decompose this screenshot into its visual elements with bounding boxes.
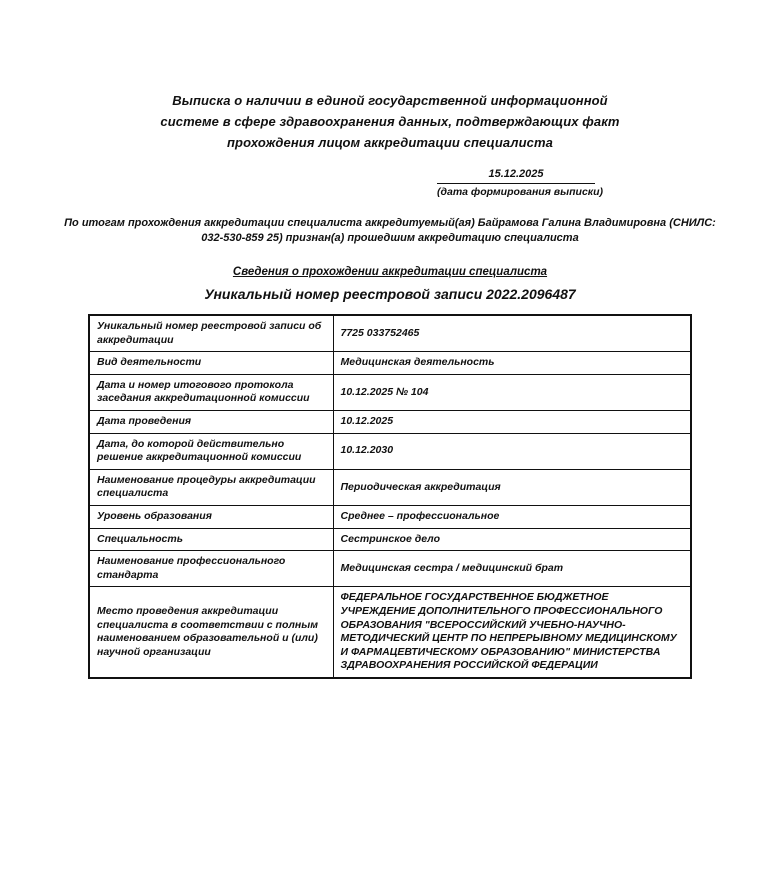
generation-date: 15.12.2025 — [437, 168, 595, 184]
row-label-cell: Наименование профессионального стандарта — [89, 551, 333, 587]
accreditation-summary-paragraph: По итогам прохождения аккредитации специалиста аккредитуемый(ая) Байрамова Галина Владимировна (СНИЛС: 032-530-859 25) признан(а) прошедшим аккредитацию специалиста — [64, 217, 716, 244]
table-row — [89, 528, 691, 551]
row-value-cell: ФЕДЕРАЛЬНОЕ ГОСУДАРСТВЕННОЕ БЮДЖЕТНОЕ УЧРЕЖДЕНИЕ ДОПОЛНИТЕЛЬНОГО ПРОФЕССИОНАЛЬНОГО ОБРАЗОВАНИЯ "ВСЕРОССИЙСКИЙ УЧЕБНО-НАУЧНО-МЕТОДИЧЕСКИЙ ЦЕНТР ПО НЕПРЕРЫВНОМУ МЕДИЦИНСКОМУ И ФАРМАЦЕВТИЧЕСКОМУ ОБРАЗОВАНИЮ" МИНИСТЕРСТВА ЗДРАВООХРАНЕНИЯ РОССИЙСКОЙ ФЕДЕРАЦИИ — [333, 587, 691, 678]
accreditation-table-body — [89, 315, 691, 678]
row-value-cell: 10.12.2025 № 104 — [333, 374, 691, 410]
table-row — [89, 505, 691, 528]
row-label-cell: Уровень образования — [89, 505, 333, 528]
generation-date-caption: (дата формирования выписки) — [437, 186, 604, 198]
table-row — [89, 433, 691, 469]
document-title — [0, 90, 780, 153]
row-label-cell: Специальность — [89, 528, 333, 551]
row-value-cell: 7725 033752465 — [333, 315, 691, 352]
row-value-cell: Среднее – профессиональное — [333, 505, 691, 528]
table-row — [89, 352, 691, 375]
row-label-cell: Дата, до которой действительно решение аккредитационной комиссии — [89, 433, 333, 469]
accreditation-details-table — [88, 314, 692, 679]
row-value-cell: 10.12.2030 — [333, 433, 691, 469]
table-row — [89, 551, 691, 587]
table-row — [89, 587, 691, 678]
document-title-line-3: прохождения лицом аккредитации специалиста — [227, 135, 553, 150]
table-row — [89, 374, 691, 410]
row-value-cell: 10.12.2025 — [333, 410, 691, 433]
table-row — [89, 469, 691, 505]
row-label-cell: Дата проведения — [89, 410, 333, 433]
section-subtitle: Сведения о прохождении аккредитации специалиста — [232, 266, 548, 278]
generation-date-block — [437, 168, 604, 198]
row-value-cell: Медицинская деятельность — [333, 352, 691, 375]
row-label-cell: Вид деятельности — [89, 352, 333, 375]
table-row — [89, 410, 691, 433]
row-label-cell: Уникальный номер реестровой записи об аккредитации — [89, 315, 333, 352]
row-label-cell: Дата и номер итогового протокола заседания аккредитационной комиссии — [89, 374, 333, 410]
document-title-line-1: Выписка о наличии в единой государственной информационной — [172, 93, 608, 108]
registry-number-heading: Уникальный номер реестровой записи 2022.2096487 — [204, 286, 576, 302]
row-value-cell: Медицинская сестра / медицинский брат — [333, 551, 691, 587]
row-value-cell: Периодическая аккредитация — [333, 469, 691, 505]
row-label-cell: Место проведения аккредитации специалиста в соответствии с полным наименованием образовательной и (или) научной организации — [89, 587, 333, 678]
row-value-cell: Сестринское дело — [333, 528, 691, 551]
table-row — [89, 315, 691, 352]
document-title-line-2: системе в сфере здравоохранения данных, подтверждающих факт — [160, 114, 620, 129]
row-label-cell: Наименование процедуры аккредитации специалиста — [89, 469, 333, 505]
